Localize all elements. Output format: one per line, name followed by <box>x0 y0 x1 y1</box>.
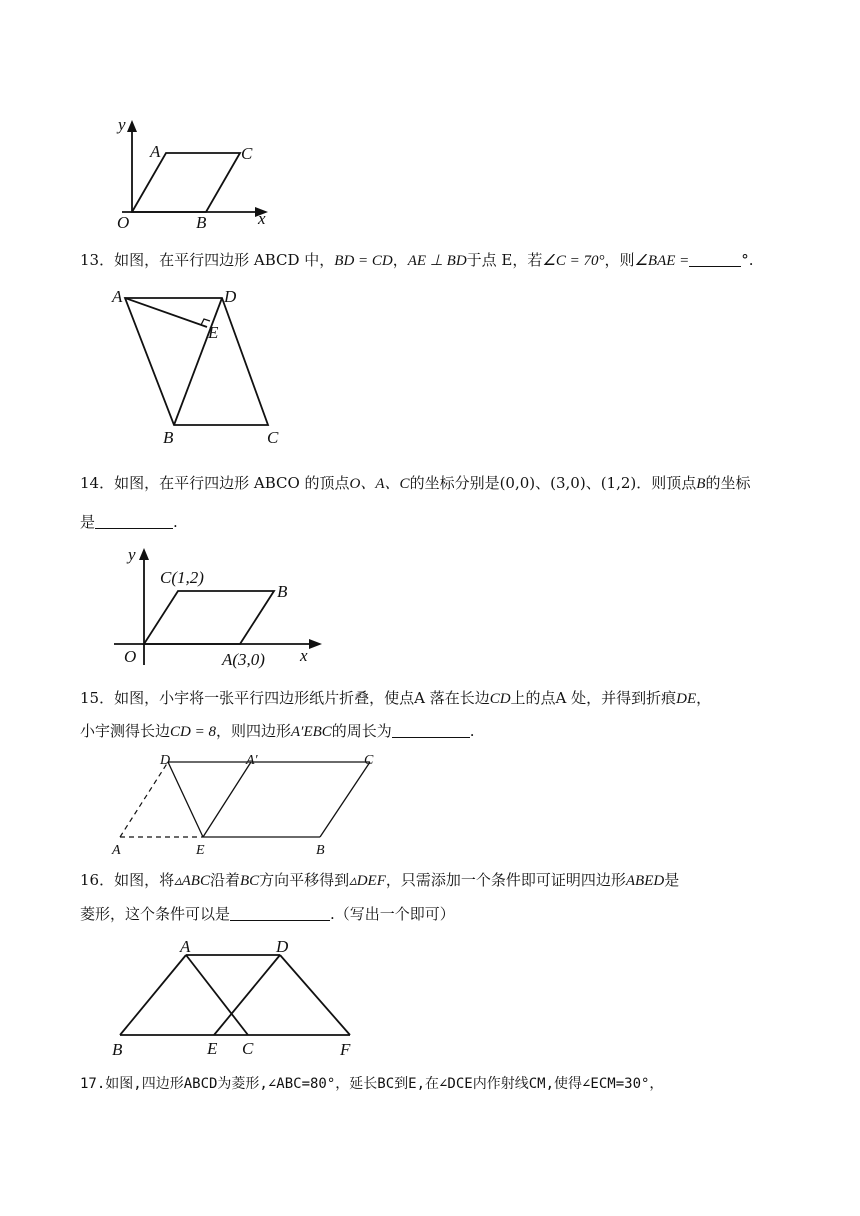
label-c: C <box>242 1039 254 1058</box>
label-a: A <box>112 287 123 306</box>
answer-blank[interactable] <box>95 514 173 529</box>
question-16: 16．如图，将▵ABC沿着BC方向平移得到▵DEF，只需添加一个条件即可证明四边形ABED是 <box>80 871 680 889</box>
figure-q15 <box>106 750 386 860</box>
figure-q13 <box>100 282 300 447</box>
figure-q14 <box>110 540 330 670</box>
segment-de <box>214 955 280 1035</box>
y-axis-arrow-icon <box>139 548 149 560</box>
label-o: O <box>124 647 137 666</box>
label-y: y <box>118 115 126 134</box>
label-x: x <box>300 646 308 665</box>
label-b: B <box>112 1040 123 1059</box>
question-14: 14．如图，在平行四边形 ABCO 的顶点O、A、C的坐标分别是(0,0)、(3,0)、(1,2)．则顶点B的坐标 <box>80 474 751 492</box>
label-c: C(1,2) <box>160 568 204 587</box>
segment-ac <box>186 955 248 1035</box>
segment-ae <box>125 298 207 327</box>
label-d: D <box>160 753 171 768</box>
edge-bc <box>320 762 370 837</box>
label-c: C <box>241 144 253 163</box>
folded-edge-ad <box>120 762 168 837</box>
figure-q16 <box>106 935 366 1060</box>
label-c: C <box>267 428 279 447</box>
crease-de <box>168 762 203 837</box>
segment-ab <box>120 955 186 1035</box>
question-number: 14． <box>80 474 115 492</box>
label-a-prime: A′ <box>246 753 258 768</box>
question-15: 15．如图，小宇将一张平行四边形纸片折叠，使点A 落在长边CD上的点A 处，并得到折痕DE， <box>80 689 712 707</box>
label-x: x <box>258 209 266 228</box>
question-15-line-2: 小宇测得长边CD = 8，则四边形A′EBC的周长为 . <box>80 722 475 740</box>
answer-blank[interactable] <box>230 906 330 921</box>
label-e: E <box>207 1039 218 1058</box>
label-d: D <box>224 287 237 306</box>
question-13: 13．如图，在平行四边形 ABCD 中，BD = CD，AE ⊥ BD于点 E，若∠C = 70°，则∠BAE = °. <box>80 251 754 269</box>
parallelogram-abco <box>144 591 274 644</box>
label-d: D <box>276 937 289 956</box>
parallelogram-oacb <box>132 153 240 212</box>
label-f: F <box>340 1040 351 1059</box>
question-number: 16． <box>80 871 115 889</box>
label-e: E <box>196 843 205 858</box>
answer-blank[interactable] <box>392 723 470 738</box>
label-e: E <box>208 323 219 342</box>
y-axis-arrow-icon <box>127 120 137 132</box>
label-a: A <box>112 843 121 858</box>
figure-q12 <box>100 110 300 235</box>
question-number: 15． <box>80 689 115 707</box>
label-b: B <box>196 213 207 232</box>
question-17: 17.如图,四边形ABCD为菱形,∠ABC=80°，延长BC到E,在∠DCE内作射线CM,使得∠ECM=30°， <box>80 1076 664 1092</box>
label-a: A <box>180 937 191 956</box>
label-c: C <box>364 753 374 768</box>
label-y: y <box>128 545 136 564</box>
label-a: A <box>150 142 161 161</box>
label-b: B <box>316 843 325 858</box>
x-axis-arrow-icon <box>309 639 322 649</box>
edge-ea1 <box>203 762 251 837</box>
answer-blank[interactable] <box>689 252 741 267</box>
label-a: A(3,0) <box>222 650 265 669</box>
label-o: O <box>117 213 130 232</box>
question-number: 13． <box>80 251 115 269</box>
label-b: B <box>277 582 288 601</box>
segment-df <box>280 955 350 1035</box>
parallelogram-abcd <box>125 298 268 425</box>
label-b: B <box>163 428 174 447</box>
question-14-line-2: 是 . <box>80 513 178 531</box>
question-16-line-2: 菱形，这个条件可以是 .（写出一个即可） <box>80 905 455 923</box>
